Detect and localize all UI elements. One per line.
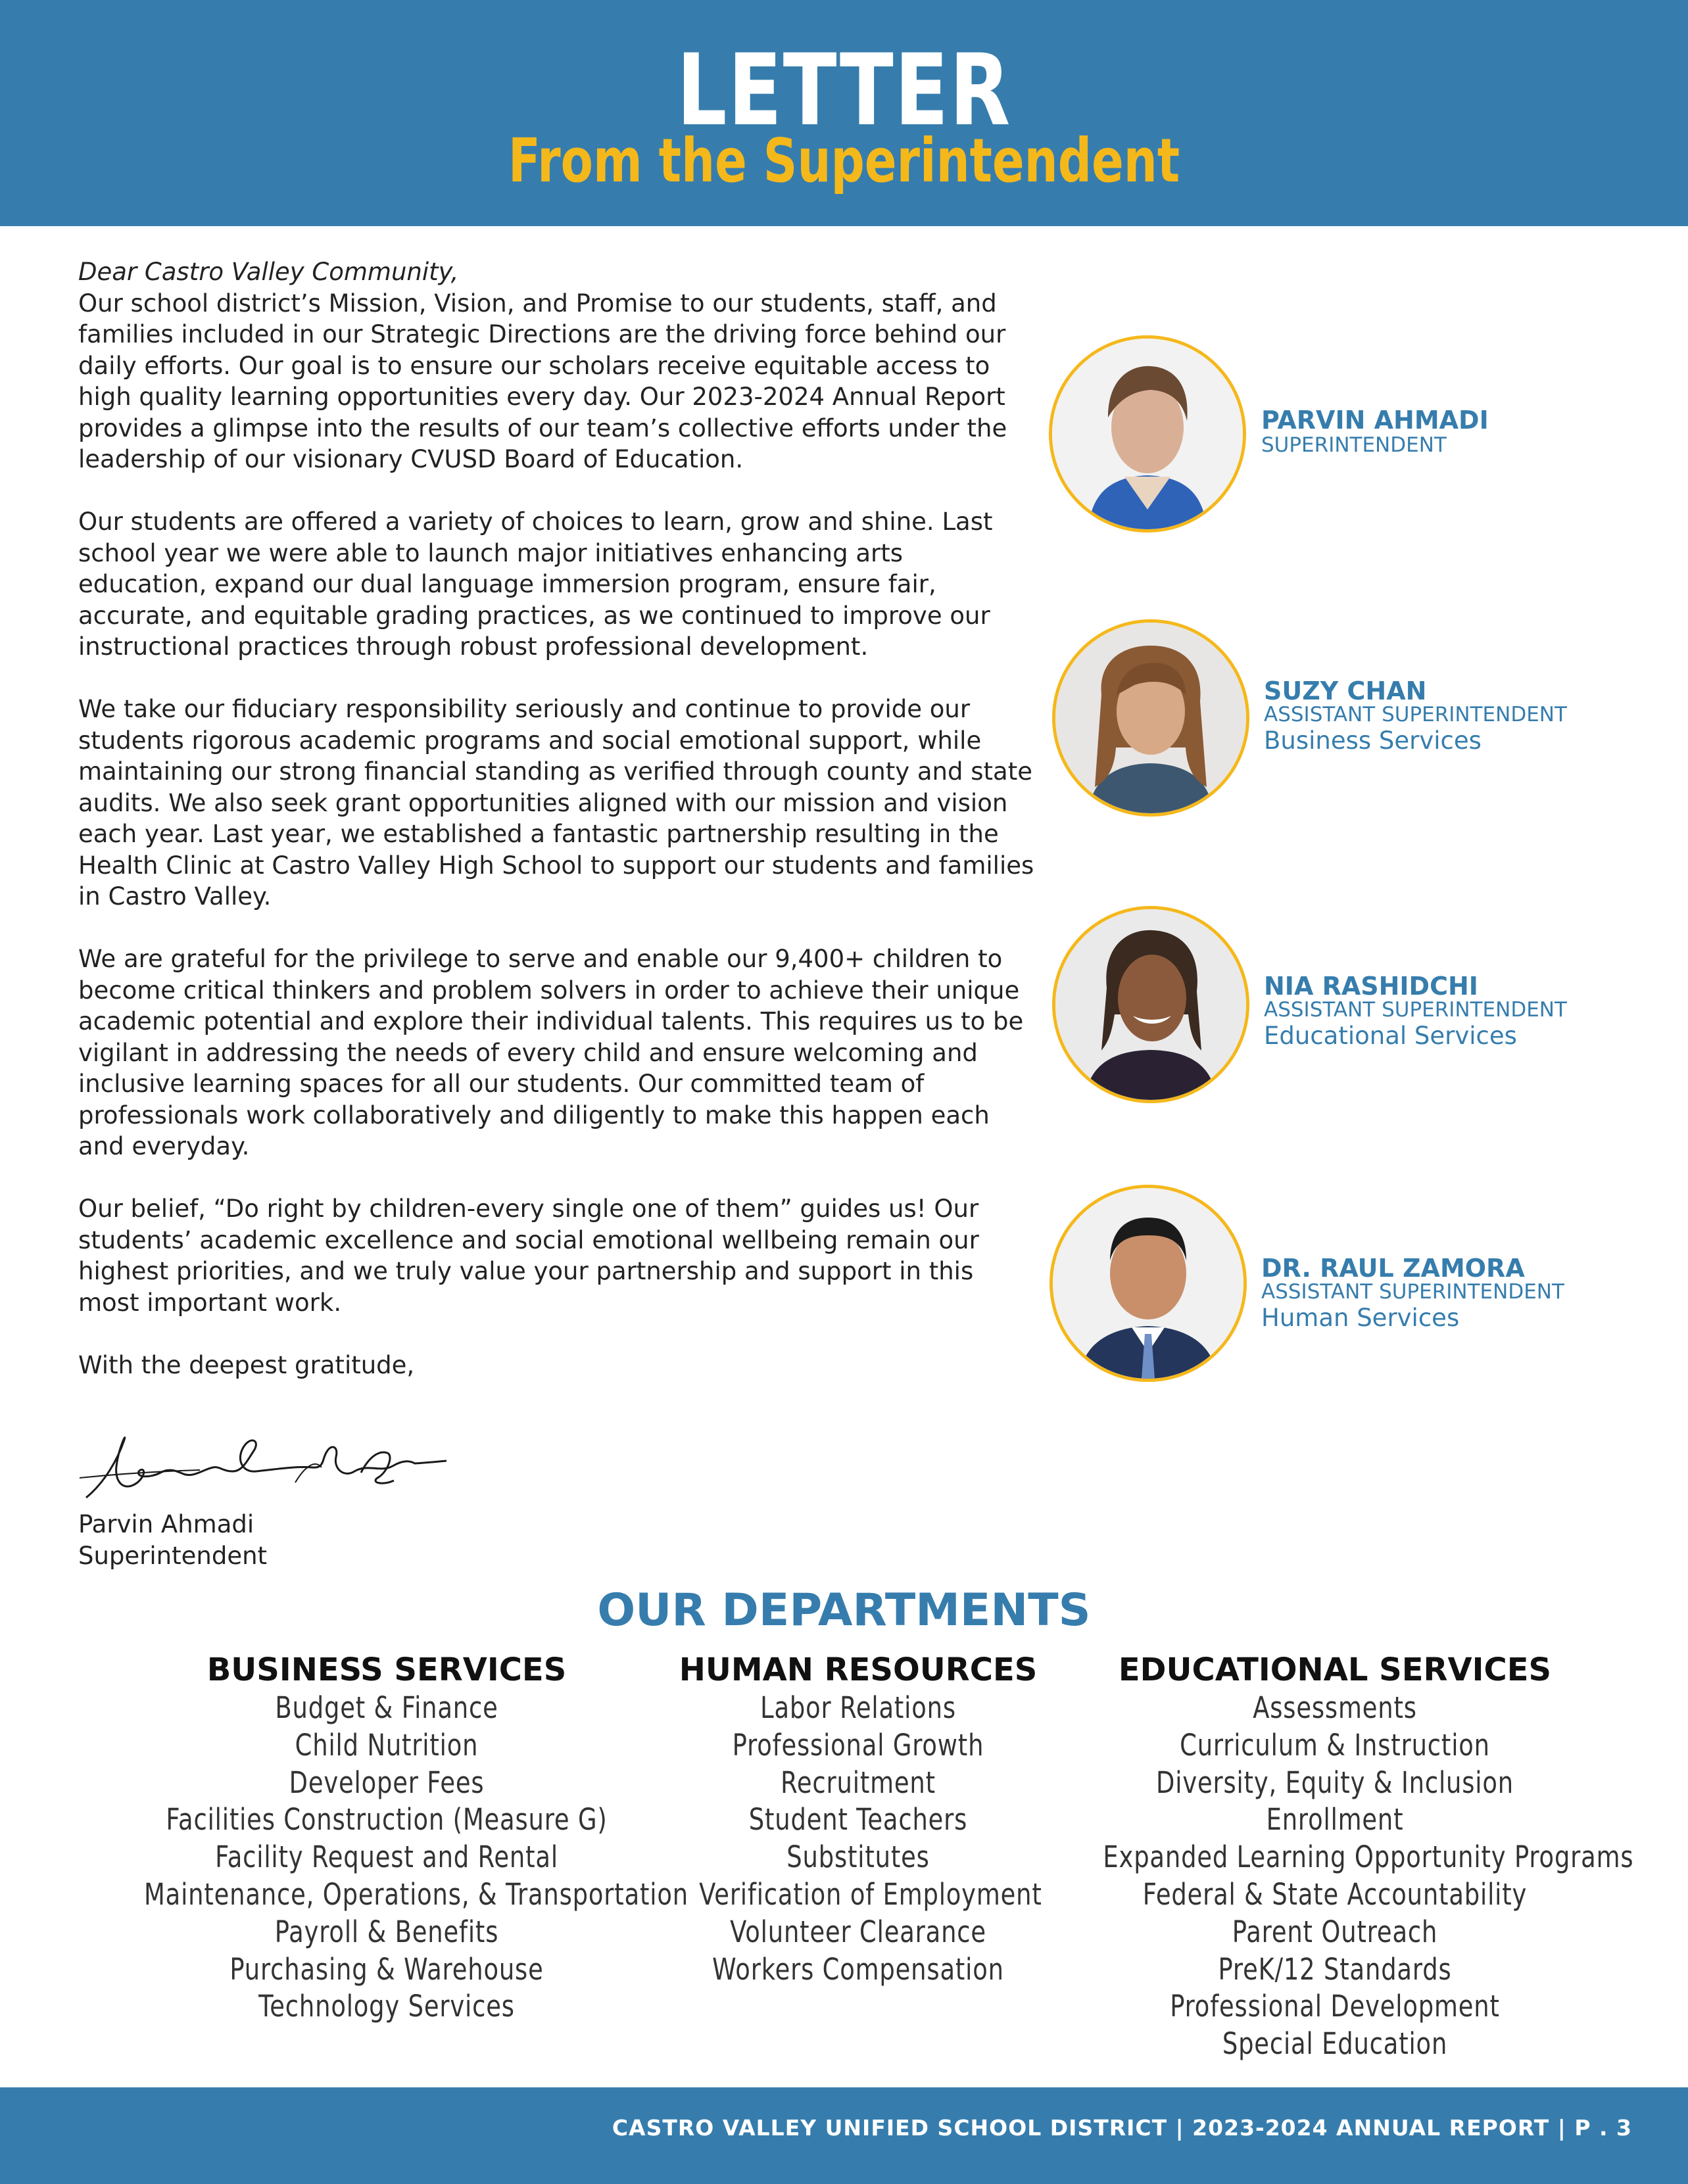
staff-name: DR. RAUL ZAMORA bbox=[1261, 1254, 1525, 1283]
letter-paragraph: We are grateful for the privilege to serve and enable our 9,400+ children to become critical thinkers and problem solvers in order to achieve their unique academic potential and explore their individual talents. This requires us to be vigilant in addressing the needs of every child and ensure welcoming and inclusive learning spaces for all our students. Our committed team of professionals work collaboratively and diligently to make this happen each and everyday. bbox=[78, 945, 1024, 1160]
department-item: Technology Services bbox=[258, 1989, 515, 2024]
page-footer bbox=[0, 2087, 1688, 2184]
department-item: Recruitment bbox=[781, 1765, 936, 1800]
department-item: Workers Compensation bbox=[712, 1951, 1004, 1987]
department-column-business bbox=[91, 1650, 688, 2026]
letter-paragraph: Our school district’s Mission, Vision, and Promise to our students, staff, and families included in our Strategic Directions are the driving force behind our daily efforts. Our goal is to ensure our scholars receive equitable access to high quality learning opportunities every day. Our 2023-2024 Annual Report provides a glimpse into the results of our team’s collective efforts under the leadership of our visionary CVUSD Board of Education. bbox=[78, 289, 1007, 473]
department-title: EDUCATIONAL SERVICES bbox=[1118, 1651, 1552, 1688]
staff-name: NIA RASHIDCHI bbox=[1264, 972, 1478, 1001]
department-item: Professional Development bbox=[1170, 1989, 1500, 2024]
signature-image bbox=[78, 1420, 446, 1509]
department-item: Curriculum & Instruction bbox=[1180, 1727, 1490, 1763]
staff-dept: Business Services bbox=[1264, 726, 1482, 755]
letter-paragraph: Our students are offered a variety of choices to learn, grow and shine. Last school year we were able to launch major initiatives enhancing arts education, expand our dual language immersion program, ensure fair, accurate, and equitable grading practices, as we continued to improve our instructional practices through robust professional development. bbox=[78, 508, 993, 661]
staff-dept: Human Services bbox=[1261, 1304, 1460, 1332]
department-item: Payroll & Benefits bbox=[274, 1914, 499, 1949]
page-header bbox=[0, 0, 1688, 226]
department-item: Diversity, Equity & Inclusion bbox=[1156, 1765, 1514, 1800]
staff-role: ASSISTANT SUPERINTENDENT bbox=[1264, 998, 1567, 1022]
staff-dept: Educational Services bbox=[1264, 1022, 1517, 1050]
department-item: Expanded Learning Opportunity Programs bbox=[1103, 1840, 1634, 1875]
footer-text: CASTRO VALLEY UNIFIED SCHOOL DISTRICT | 2023-2024 ANNUAL REPORT | P . 3 bbox=[612, 2115, 1632, 2141]
department-item: Substitutes bbox=[786, 1840, 930, 1875]
staff-name: SUZY CHAN bbox=[1264, 677, 1427, 705]
letter-signoff bbox=[78, 1509, 267, 1571]
department-item: Parent Outreach bbox=[1232, 1914, 1438, 1949]
department-item: Purchasing & Warehouse bbox=[229, 1951, 544, 1987]
staff-photo bbox=[1052, 906, 1249, 1103]
letter-paragraph: Our belief, “Do right by children-every single one of them” guides us! Our students’ academic excellence and social emotional wellbeing remain our highest priorities, and we truly value your partnership and support in this most important work. bbox=[78, 1195, 979, 1317]
department-item: Labor Relations bbox=[760, 1690, 956, 1725]
department-item: Student Teachers bbox=[748, 1802, 968, 1838]
staff-photo bbox=[1049, 1185, 1247, 1382]
department-item: Special Education bbox=[1222, 2026, 1448, 2062]
department-item: Professional Growth bbox=[732, 1727, 984, 1763]
department-item: Facility Request and Rental bbox=[215, 1840, 558, 1875]
page-subtitle: From the Superintendent bbox=[508, 126, 1180, 196]
department-item: Enrollment bbox=[1266, 1802, 1404, 1838]
department-item: Maintenance, Operations, & Transportation bbox=[144, 1876, 688, 1912]
staff-role: ASSISTANT SUPERINTENDENT bbox=[1264, 703, 1567, 726]
department-title: HUMAN RESOURCES bbox=[679, 1651, 1038, 1688]
department-item: Federal & State Accountability bbox=[1142, 1876, 1528, 1912]
department-item: Assessments bbox=[1253, 1690, 1417, 1725]
letter-body bbox=[78, 256, 1038, 1381]
department-item: Developer Fees bbox=[289, 1765, 485, 1800]
department-item: Budget & Finance bbox=[275, 1690, 498, 1725]
department-item: Facilities Construction (Measure G) bbox=[166, 1802, 608, 1838]
department-column-educational bbox=[1052, 1650, 1634, 2063]
page-title: LETTER bbox=[677, 34, 1011, 148]
letter-paragraph: We take our fiduciary responsibility seriously and continue to provide our students rigorous academic programs and social emotional support, while maintaining our strong financial standing as verified through county and state audits. We also seek grant opportunities aligned with our mission and vision each year. Last year, we established a fantastic partnership resulting in the Health Clinic at Castro Valley High School to support our students and families in Castro Valley. bbox=[78, 695, 1034, 911]
department-item: Child Nutrition bbox=[295, 1727, 479, 1763]
staff-photo bbox=[1049, 335, 1246, 533]
department-item: Volunteer Clearance bbox=[730, 1914, 986, 1949]
signer-name: Parvin Ahmadi bbox=[78, 1510, 254, 1538]
department-title: BUSINESS SERVICES bbox=[206, 1651, 567, 1688]
letter-closing: With the deepest gratitude, bbox=[78, 1350, 415, 1379]
staff-photo bbox=[1052, 619, 1249, 817]
staff-role: ASSISTANT SUPERINTENDENT bbox=[1261, 1280, 1564, 1304]
signer-title: Superintendent bbox=[78, 1541, 268, 1570]
departments-heading: OUR DEPARTMENTS bbox=[597, 1584, 1091, 1636]
letter-greeting: Dear Castro Valley Community, bbox=[78, 258, 459, 286]
staff-name: PARVIN AHMADI bbox=[1261, 406, 1489, 435]
department-item: Verification of Employment bbox=[699, 1876, 1042, 1912]
department-column-hr bbox=[664, 1650, 1052, 1988]
staff-role: SUPERINTENDENT bbox=[1261, 433, 1447, 457]
department-item: PreK/12 Standards bbox=[1218, 1951, 1452, 1987]
